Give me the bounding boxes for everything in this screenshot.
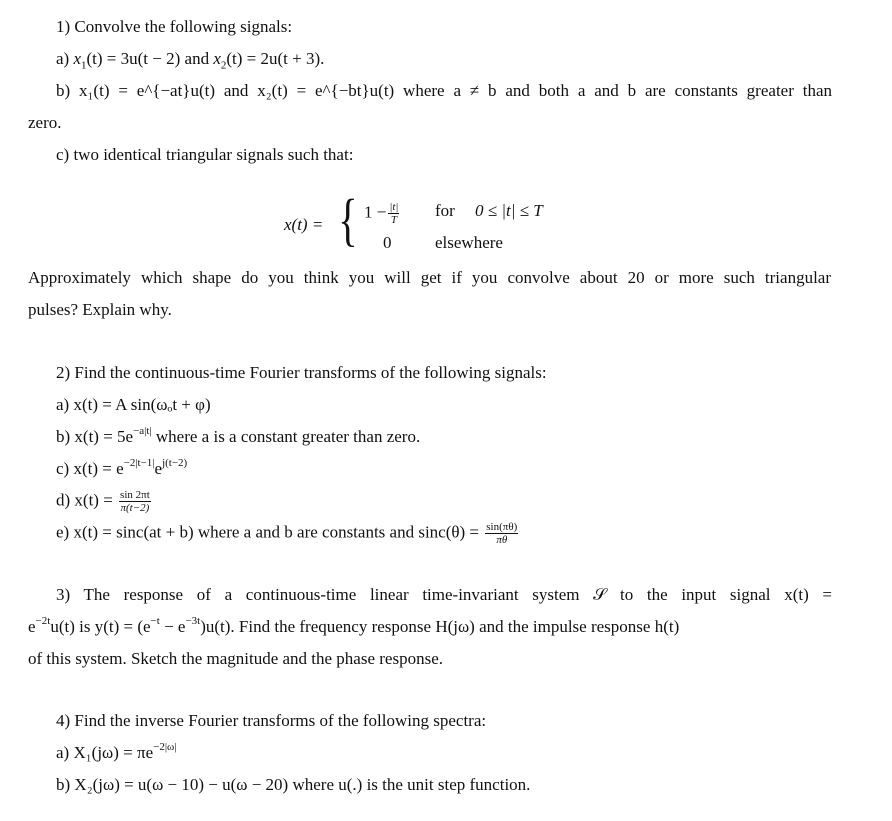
piecewise-row1 — [364, 201, 401, 226]
q1-a-and: and — [180, 49, 214, 68]
q1-a-x1: x — [73, 49, 82, 68]
q2-part-a: a) x(t) = A sin(ωₒt + φ) — [56, 395, 211, 414]
q3-l2-sup3: −3t — [185, 615, 201, 628]
q4-a-pre: a) X₁(jω) = πe — [56, 743, 154, 762]
piecewise-brace: { — [338, 187, 358, 252]
q2-b-sup: −a|t| — [133, 425, 152, 438]
piece-row1-cond: 0 ≤ |t| ≤ T — [475, 201, 543, 220]
q3-l2-pre: e — [28, 617, 36, 636]
q1-part-b — [56, 81, 832, 101]
q1-question-line2: pulses? Explain why. — [28, 300, 172, 319]
q1-part-a: a) $x_1(t) = 3u(t - 2)$ and $x_2(t) = 2u(t + 3)$. — [56, 49, 325, 72]
q4-a-sup: −2|ω| — [153, 741, 177, 754]
piece-row2-val: 0 — [383, 233, 392, 252]
q1-b-text: b) x₁(t) = e^{−at}u(t) and x₂(t) = e^{−bt}u(t) where a ≠ b and both a and b are constants greater than — [56, 81, 832, 100]
q1-a-x1-expr: (t) = 3u(t − 2) — [86, 49, 181, 68]
q2-e-den: πθ — [496, 534, 508, 546]
piece-row1-for: for — [435, 201, 455, 220]
q2-c-sup2: j(t−2) — [162, 457, 188, 470]
q1-question-text1: Approximately which shape do you think you will get if you convolve about 20 or more such triangular — [28, 268, 831, 287]
q2-c-sup1: −2|t−1| — [123, 457, 155, 470]
q3-l2-post: )u(t). Find the frequency response H(jω) and the impulse response h(t) — [200, 617, 680, 636]
q4-part-b: b) X₂(jω) = u(ω − 10) − u(ω − 20) where u(.) is the unit step function. — [56, 775, 531, 794]
q1-a-x2: x — [213, 49, 221, 68]
q1-a-x2-expr: (t) = 2u(t + 3). — [226, 49, 325, 68]
q1-part-c: c) two identical triangular signals such that: — [56, 145, 354, 164]
q1-a-prefix: a) — [56, 49, 74, 68]
q3-l2-mid2: − e — [159, 617, 186, 636]
q2-part-b — [56, 427, 420, 447]
q1-b-wrap: zero. — [28, 113, 62, 132]
piece-row1-den: T — [390, 214, 397, 226]
q2-e-num: sin(πθ) — [486, 521, 518, 533]
q1-heading: 1) Convolve the following signals: — [56, 17, 293, 36]
piece-row1-num: |t| — [389, 201, 399, 213]
q2-part-e — [56, 521, 520, 546]
piece-row2-cond: elsewhere — [435, 233, 503, 252]
q3-l2-mid: u(t) is y(t) = (e — [50, 617, 151, 636]
piece-row1-pre: 1 − — [364, 202, 387, 222]
q2-b-post: where a is a constant greater than zero. — [151, 427, 421, 446]
q2-c-pre: c) x(t) = e — [56, 459, 124, 478]
q2-b-pre: b) x(t) = 5e — [56, 427, 134, 446]
q2-d-pre: d) x(t) = — [56, 490, 118, 510]
q3-l2-sup2: −t — [150, 615, 160, 628]
q2-part-d — [56, 489, 153, 514]
q1-question-line1 — [28, 268, 831, 288]
q3-line3: of this system. Sketch the magnitude and the phase response. — [28, 649, 443, 668]
q3-l2-sup: −2t — [35, 615, 51, 628]
q3-line1 — [56, 585, 832, 605]
q3-line2 — [28, 617, 679, 637]
q3-line1-text: 3) The response of a continuous-time linear time-invariant system 𝒮 to the input signal x(t) = — [56, 585, 832, 604]
q2-e-pre: e) x(t) = sinc(at + b) where a and b are constants and sinc(θ) = — [56, 522, 484, 542]
q2-d-den: π(t−2) — [120, 502, 150, 514]
q4-heading: 4) Find the inverse Fourier transforms of the following spectra: — [56, 711, 487, 730]
piecewise-lhs: x(t) = — [284, 215, 324, 234]
q4-part-a — [56, 743, 176, 763]
q2-part-c — [56, 459, 187, 479]
q2-heading: 2) Find the continuous-time Fourier transforms of the following signals: — [56, 363, 547, 382]
q2-d-num: sin 2πt — [120, 489, 150, 501]
q2-c-mid: e — [154, 459, 163, 478]
